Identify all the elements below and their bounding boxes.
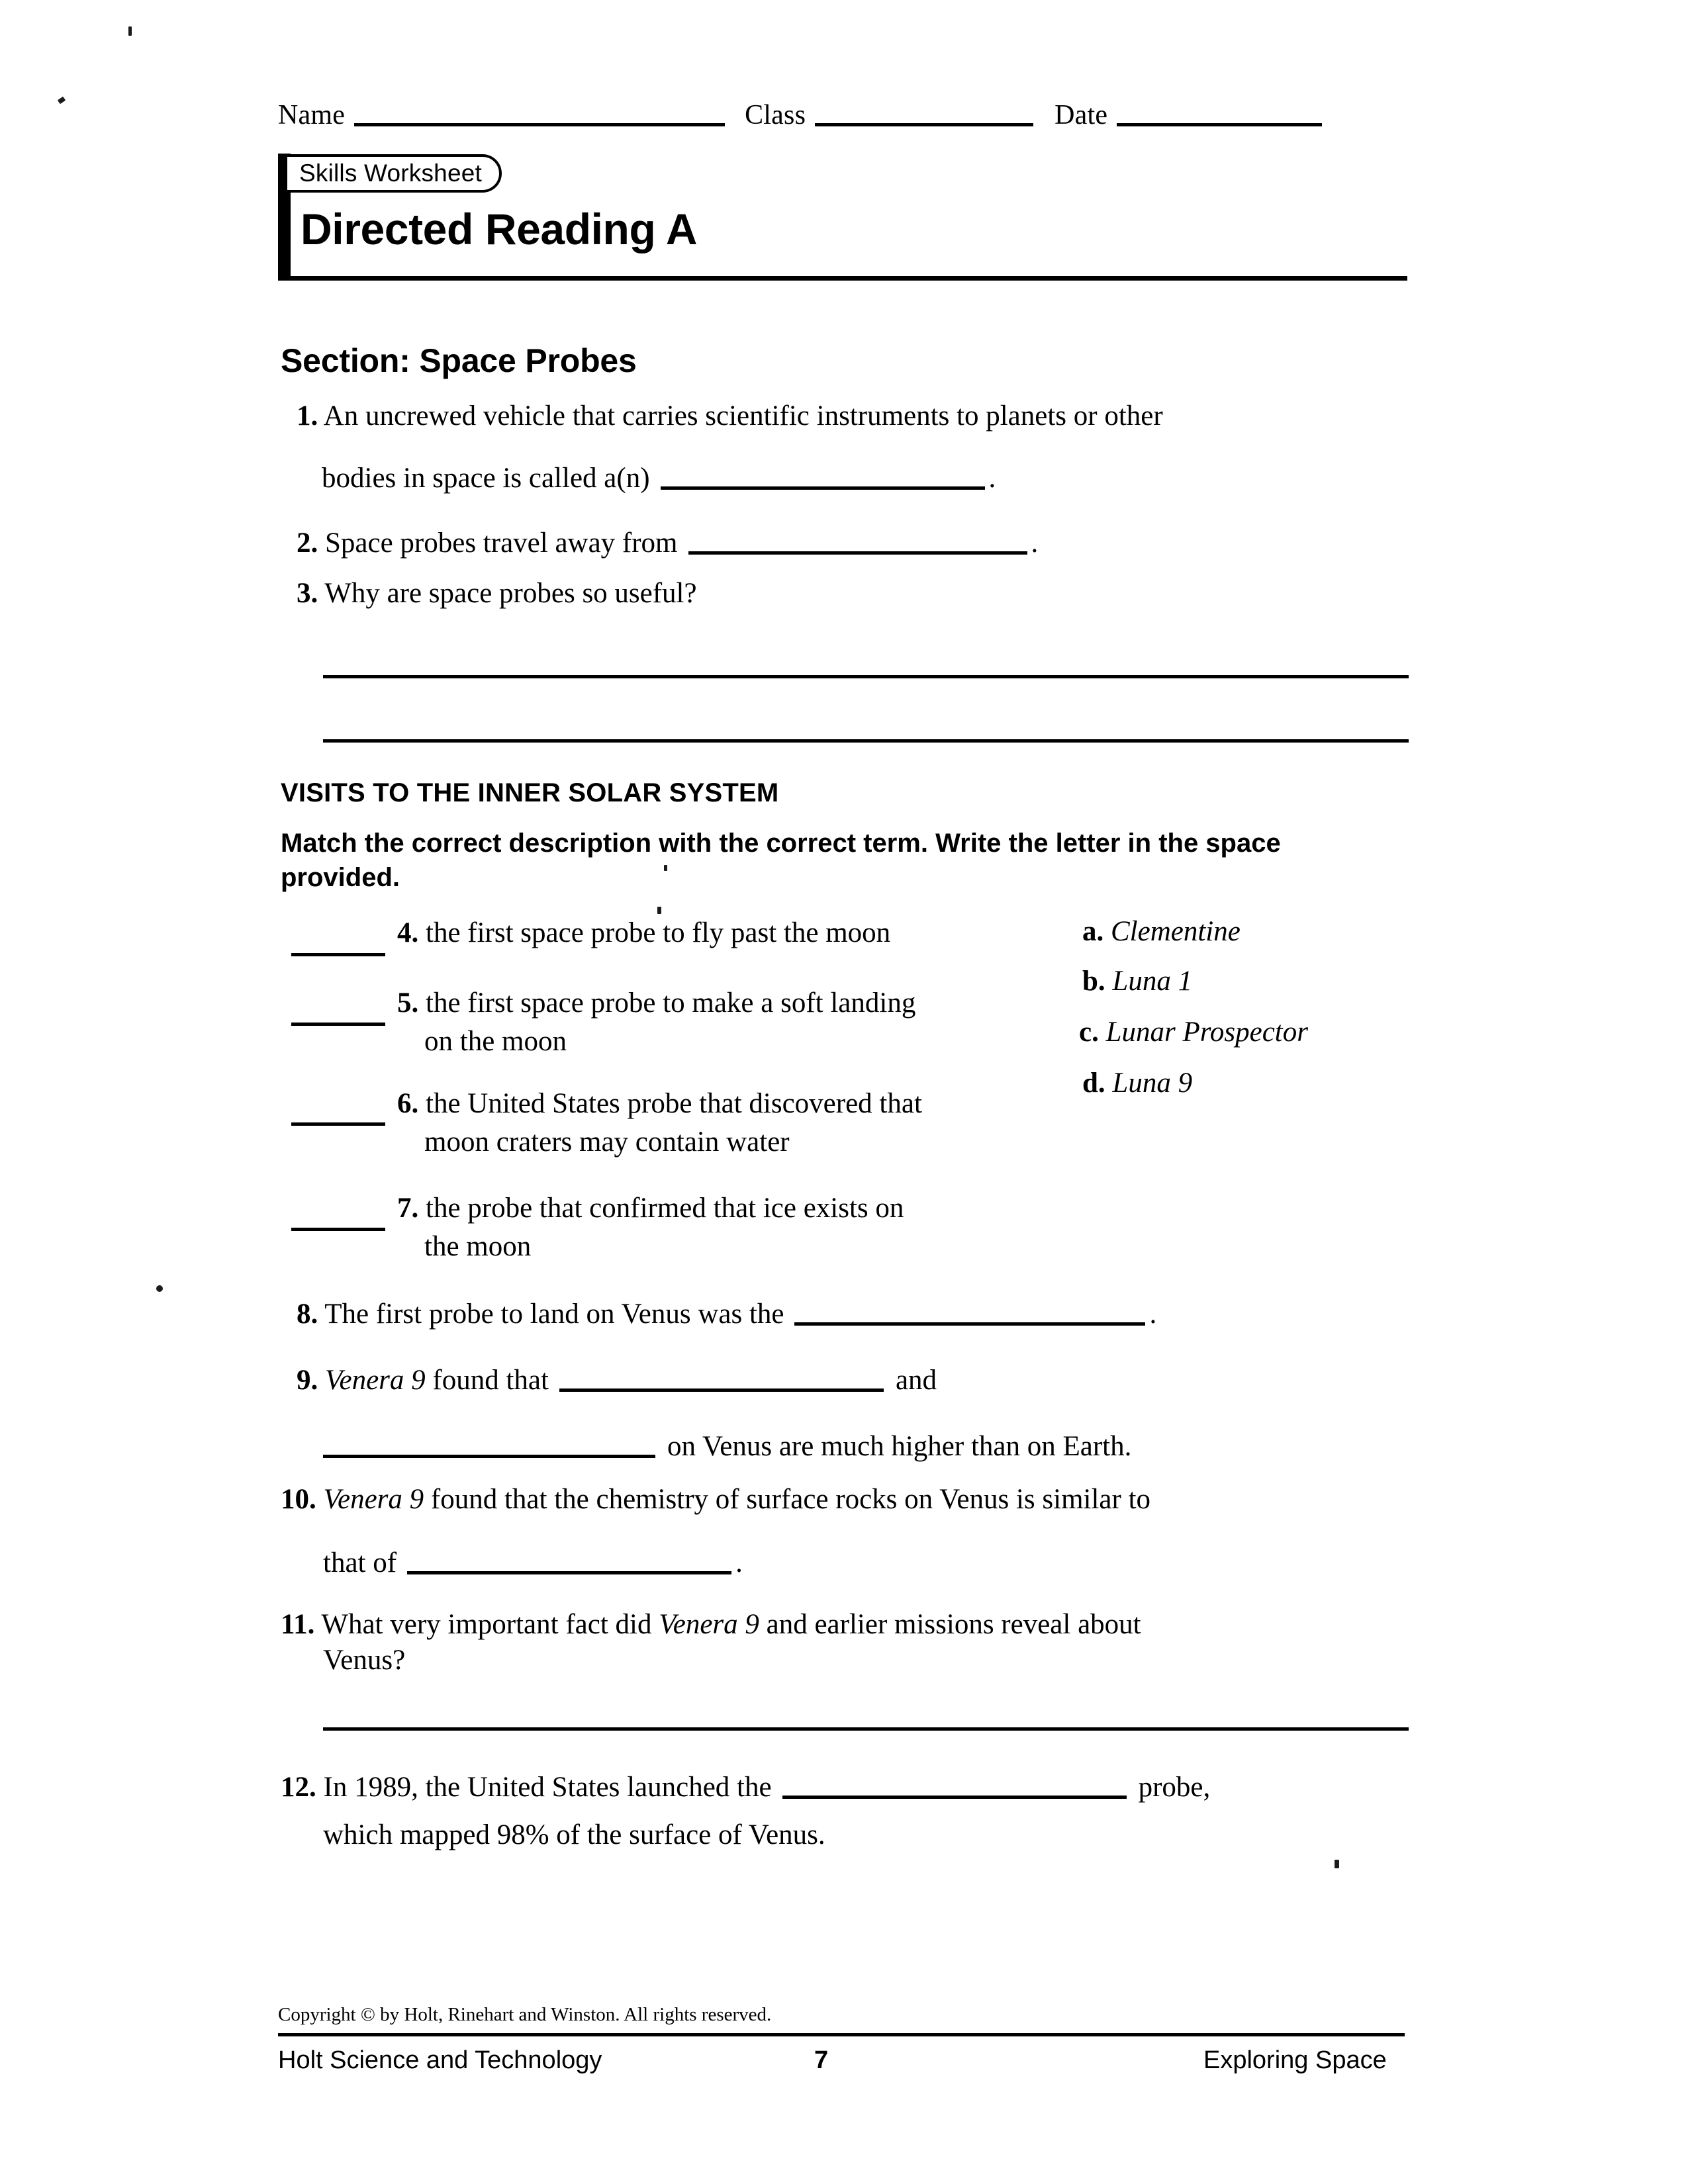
question-8: [297, 1294, 1156, 1335]
copyright-notice: Copyright © by Holt, Rinehart and Winston. All rights reserved.: [278, 2004, 772, 2025]
match-item-4: [397, 914, 890, 952]
question-12-line-1: [281, 1767, 1210, 1808]
question-8-text: The first probe to land on Venus was the: [324, 1298, 784, 1330]
question-1-number: 1.: [297, 400, 318, 432]
question-11-line-1: [281, 1604, 1141, 1645]
question-12-answer-blank[interactable]: [782, 1796, 1127, 1799]
match-item-6-text: the United States probe that discovered that: [426, 1088, 922, 1119]
match-item-5-number: 5.: [397, 987, 419, 1019]
question-1-line-2-text: bodies in space is called a(n): [322, 463, 650, 494]
question-3-answer-line-1[interactable]: [323, 675, 1409, 678]
footer-page-number: 7: [814, 2046, 829, 2074]
question-12-number: 12.: [281, 1772, 316, 1803]
match-item-4-text: the first space probe to fly past the moon: [426, 917, 891, 948]
question-9-italic-term: Venera 9: [325, 1365, 426, 1396]
match-item-6-line-2: moon craters may contain water: [424, 1126, 790, 1158]
match-item-6-number: 6.: [397, 1088, 419, 1119]
match-choice-d-term: Luna 9: [1112, 1068, 1193, 1099]
match-choice-b-term: Luna 1: [1112, 966, 1193, 997]
question-10-italic-term: Venera 9: [323, 1484, 424, 1515]
class-input-line[interactable]: [815, 123, 1033, 126]
question-10-line-2: [323, 1543, 743, 1584]
question-9-answer-blank-2[interactable]: [323, 1455, 655, 1458]
match-item-7-text: the probe that confirmed that ice exists on: [426, 1193, 904, 1224]
section-heading: Section: Space Probes: [281, 342, 637, 379]
question-3-number: 3.: [297, 578, 318, 609]
match-item-7-number: 7.: [397, 1193, 419, 1224]
question-10-text: found that the chemistry of surface rocks on Venus is similar to: [430, 1484, 1151, 1515]
question-9-text: found that: [432, 1365, 549, 1396]
question-8-number: 8.: [297, 1298, 318, 1330]
skills-worksheet-badge-label: Skills Worksheet: [299, 159, 482, 187]
question-3: [297, 573, 697, 614]
match-item-5-text: the first space probe to make a soft landing: [426, 987, 916, 1019]
match-blank-4[interactable]: [291, 953, 385, 956]
match-choice-a: [1082, 915, 1241, 948]
question-2-text: Space probes travel away from: [325, 527, 678, 559]
name-input-line[interactable]: [354, 123, 725, 126]
question-2-period: .: [1031, 527, 1039, 559]
question-12-line-2: which mapped 98% of the surface of Venus.: [323, 1819, 825, 1850]
match-blank-7[interactable]: [291, 1228, 385, 1231]
match-choice-c-term: Lunar Prospector: [1105, 1017, 1308, 1048]
match-choice-a-term: Clementine: [1111, 916, 1241, 947]
match-blank-5[interactable]: [291, 1023, 385, 1026]
scan-speckle: [657, 907, 661, 914]
footer-book-title: Holt Science and Technology: [278, 2046, 602, 2074]
question-1-answer-blank[interactable]: [661, 486, 985, 490]
question-2-answer-blank[interactable]: [688, 551, 1027, 555]
question-10-period: .: [735, 1547, 743, 1578]
class-label: Class: [745, 100, 806, 130]
footer-rule: [278, 2033, 1405, 2036]
question-10-line-1: [281, 1479, 1150, 1520]
question-1-period: .: [988, 463, 996, 494]
match-choice-b: [1082, 965, 1192, 997]
match-item-6: [397, 1085, 922, 1123]
match-item-7-line-2: the moon: [424, 1231, 532, 1262]
matching-block-heading: VISITS TO THE INNER SOLAR SYSTEM: [281, 778, 779, 807]
scan-speckle: [1335, 1860, 1339, 1868]
question-8-answer-blank[interactable]: [794, 1322, 1145, 1326]
question-2-number: 2.: [297, 527, 318, 559]
match-choice-d: [1082, 1067, 1192, 1099]
match-blank-6[interactable]: [291, 1122, 385, 1126]
question-9-line-1: [297, 1360, 937, 1401]
question-11-line-2: Venus?: [323, 1645, 406, 1676]
match-choice-d-letter: d.: [1082, 1068, 1105, 1099]
question-11-number: 11.: [281, 1609, 315, 1640]
match-item-4-number: 4.: [397, 917, 419, 948]
question-12-suffix: probe,: [1138, 1772, 1211, 1803]
masthead: [278, 154, 1407, 281]
match-choice-b-letter: b.: [1082, 966, 1105, 997]
question-3-text: Why are space probes so useful?: [324, 578, 697, 609]
student-info-row: [278, 99, 1403, 131]
question-11-answer-line[interactable]: [323, 1727, 1409, 1731]
match-choice-c-letter: c.: [1079, 1017, 1099, 1048]
question-9-line-2-text: on Venus are much higher than on Earth.: [667, 1431, 1132, 1462]
question-8-period: .: [1149, 1298, 1157, 1330]
question-10-line-2-text: that of: [323, 1547, 397, 1578]
footer-chapter-title: Exploring Space: [1203, 2046, 1387, 2074]
question-11-text-part-1: What very important fact did: [321, 1609, 652, 1640]
question-11-text-part-2: and earlier missions reveal about: [766, 1609, 1141, 1640]
question-2: [297, 523, 1038, 564]
question-9-number: 9.: [297, 1365, 318, 1396]
match-item-7: [397, 1189, 904, 1228]
page-title: Directed Reading A: [301, 205, 698, 253]
date-input-line[interactable]: [1117, 123, 1322, 126]
question-11-italic-term: Venera 9: [659, 1609, 759, 1640]
question-9-conjunction: and: [895, 1365, 937, 1396]
question-9-answer-blank-1[interactable]: [559, 1388, 884, 1392]
question-10-number: 10.: [281, 1484, 316, 1515]
match-item-5: [397, 984, 915, 1023]
date-label: Date: [1055, 100, 1108, 130]
match-choice-c: [1079, 1016, 1308, 1048]
question-1-line-1: [297, 396, 1163, 437]
question-1-line-2: [322, 458, 996, 499]
match-item-5-line-2: on the moon: [424, 1026, 567, 1057]
question-3-answer-line-2[interactable]: [323, 739, 1409, 743]
match-choice-a-letter: a.: [1082, 916, 1104, 947]
question-12-text: In 1989, the United States launched the: [323, 1772, 772, 1803]
scan-speckle: [156, 1285, 163, 1292]
question-1-text: An uncrewed vehicle that carries scientific instruments to planets or other: [323, 400, 1163, 432]
name-label: Name: [278, 100, 346, 130]
scan-speckle: [58, 97, 66, 104]
matching-instructions: Match the correct description with the correct term. Write the letter in the space provided.: [281, 829, 1281, 892]
masthead-rule: [278, 276, 1407, 281]
scan-speckle: [128, 26, 132, 36]
question-10-answer-blank[interactable]: [407, 1571, 731, 1574]
skills-worksheet-badge: [287, 154, 502, 193]
question-9-line-2: [323, 1426, 1131, 1467]
